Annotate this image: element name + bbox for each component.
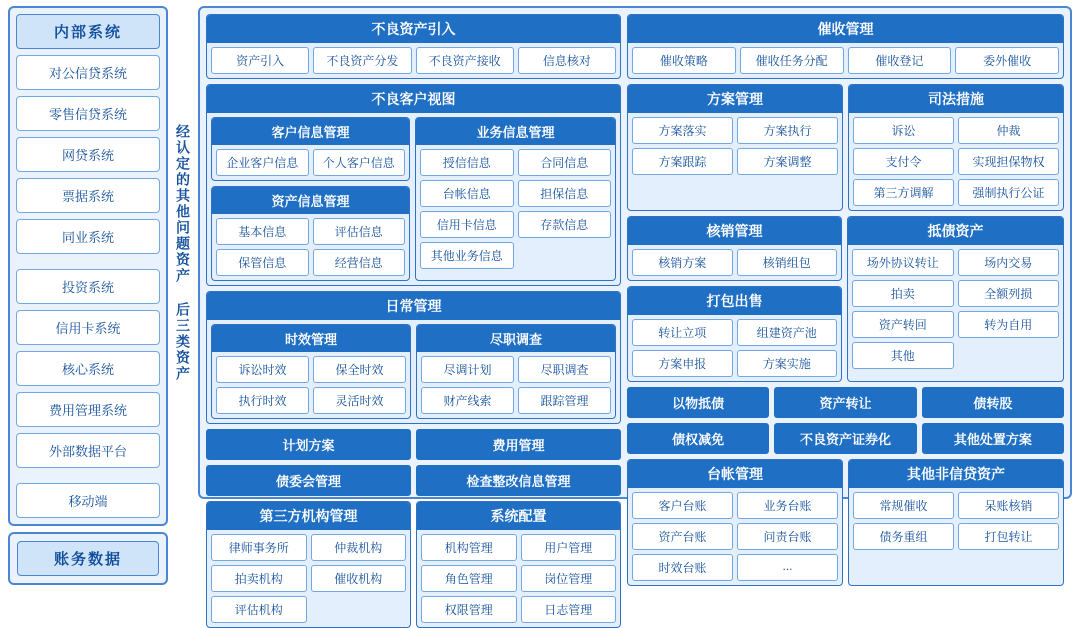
debt-assets-block [847, 216, 1064, 382]
debt-assets-item[interactable]: 场外协议转让 [852, 249, 954, 276]
customer-view-block [206, 84, 621, 286]
ledger-item[interactable]: 业务台账 [737, 492, 838, 519]
daily-management-title: 日常管理 [207, 292, 620, 320]
collection-item[interactable]: 催收策略 [632, 47, 736, 74]
judicial-block [848, 84, 1064, 211]
business-info-item[interactable]: 担保信息 [518, 180, 612, 207]
timeliness-items [212, 352, 410, 418]
due-diligence-item[interactable]: 财产线索 [421, 387, 514, 414]
asset-info-item[interactable]: 保管信息 [216, 249, 309, 276]
sidebar-item-credit-card[interactable]: 信用卡系统 [16, 310, 160, 345]
ledger-item[interactable]: 问责台账 [737, 523, 838, 550]
timeliness-block [211, 324, 411, 419]
writeoff-package-column [627, 216, 842, 382]
ledger-item[interactable]: 时效台账 [632, 554, 733, 581]
timeliness-item[interactable]: 灵活时效 [313, 387, 406, 414]
disposal-banners-row [627, 387, 1064, 454]
scheme-items [628, 113, 842, 179]
sidebar-item-interbank[interactable]: 同业系统 [16, 219, 160, 254]
scheme-item[interactable]: 方案落实 [632, 117, 733, 144]
package-sale-item[interactable]: 方案申报 [632, 350, 733, 377]
accounting-data-panel [8, 532, 168, 585]
plan-scheme-banner[interactable]: 计划方案 [206, 429, 411, 460]
third-party-item[interactable]: 仲裁机构 [311, 534, 407, 561]
sidebar-item-corporate-credit[interactable]: 对公信贷系统 [16, 55, 160, 90]
debt-assets-item[interactable]: 全额列损 [958, 280, 1060, 307]
package-sale-block [627, 286, 842, 382]
package-sale-title: 打包出售 [628, 287, 841, 315]
sidebar-item-mobile[interactable]: 移动端 [16, 483, 160, 518]
creditor-committee-banner[interactable]: 债委会管理 [206, 465, 411, 496]
debt-assets-item[interactable]: 场内交易 [958, 249, 1060, 276]
customer-info-items [212, 145, 409, 180]
third-party-item[interactable]: 催收机构 [311, 565, 407, 592]
collection-item[interactable]: 催收登记 [848, 47, 952, 74]
asset-transfer-banner[interactable]: 资产转让 [774, 387, 916, 418]
ledger-item-more[interactable]: ... [737, 554, 838, 581]
scheme-title: 方案管理 [628, 85, 842, 113]
judicial-items [849, 113, 1063, 210]
intro-item[interactable]: 资产引入 [211, 47, 309, 74]
customer-info-title: 客户信息管理 [212, 118, 409, 145]
due-diligence-items [417, 352, 615, 418]
column-left [206, 14, 621, 617]
judicial-item[interactable]: 第三方调解 [853, 179, 954, 206]
system-config-items [417, 530, 620, 627]
asset-info-item[interactable]: 评估信息 [313, 218, 406, 245]
debt-assets-item[interactable]: 拍卖 [852, 280, 954, 307]
left-column [8, 6, 168, 568]
customer-info-block [211, 117, 410, 181]
asset-info-item[interactable]: 基本信息 [216, 218, 309, 245]
business-info-item[interactable]: 存款信息 [518, 211, 612, 238]
sidebar-item-external-data[interactable]: 外部数据平台 [16, 433, 160, 468]
sidebar-item-bill[interactable]: 票据系统 [16, 178, 160, 213]
ledger-items [628, 488, 842, 585]
timeliness-item[interactable]: 执行时效 [216, 387, 309, 414]
plan-fee-row [206, 429, 621, 496]
banner-col-2 [774, 387, 916, 454]
sidebar-item-online-loan[interactable]: 网贷系统 [16, 137, 160, 172]
writeoff-title: 核销管理 [628, 217, 841, 245]
column-right [627, 14, 1064, 575]
sidebar-item-retail-credit[interactable]: 零售信贷系统 [16, 96, 160, 131]
daily-management-block [206, 291, 621, 424]
collection-item[interactable]: 委外催收 [955, 47, 1059, 74]
due-diligence-title: 尽职调查 [417, 325, 615, 352]
fee-column [416, 429, 621, 496]
package-sale-item[interactable]: 组建资产池 [737, 319, 838, 346]
plan-column [206, 429, 411, 496]
customer-view-body [207, 113, 620, 285]
scheme-item[interactable]: 方案跟踪 [632, 148, 733, 175]
intro-item[interactable]: 信息核对 [518, 47, 616, 74]
other-noncredit-item[interactable]: 打包转让 [958, 523, 1059, 550]
other-noncredit-block [848, 459, 1064, 586]
third-party-item[interactable]: 律师事务所 [211, 534, 307, 561]
package-sale-items [628, 315, 841, 381]
business-info-item[interactable]: 合同信息 [518, 149, 612, 176]
system-config-item[interactable]: 日志管理 [521, 596, 617, 623]
debt-assets-items [848, 245, 1063, 373]
debt-assets-title: 抵债资产 [848, 217, 1063, 245]
judicial-item[interactable]: 强制执行公证 [958, 179, 1059, 206]
writeoff-items [628, 245, 841, 280]
timeliness-item[interactable]: 诉讼时效 [216, 356, 309, 383]
ledger-item[interactable]: 资产台账 [632, 523, 733, 550]
customer-view-left-stack [211, 117, 410, 281]
banner-col-1 [627, 387, 769, 454]
asset-info-title: 资产信息管理 [212, 187, 409, 214]
debt-assets-item[interactable]: 其他 [852, 342, 954, 369]
spacer [16, 474, 160, 477]
judicial-item[interactable]: 实现担保物权 [958, 148, 1059, 175]
sidebar-item-core[interactable]: 核心系统 [16, 351, 160, 386]
business-info-items [416, 145, 615, 273]
business-info-item[interactable]: 授信信息 [420, 149, 514, 176]
collection-title: 催收管理 [628, 15, 1063, 43]
customer-info-item[interactable]: 个人客户信息 [313, 149, 406, 176]
system-config-item[interactable]: 角色管理 [421, 565, 517, 592]
internal-systems-panel [8, 6, 168, 526]
judicial-item[interactable]: 诉讼 [853, 117, 954, 144]
system-config-item[interactable]: 机构管理 [421, 534, 517, 561]
daily-management-body [207, 320, 620, 423]
system-config-title: 系统配置 [417, 502, 620, 530]
asset-info-block [211, 186, 410, 281]
asset-info-item[interactable]: 经营信息 [313, 249, 406, 276]
sidebar-item-expense[interactable]: 费用管理系统 [16, 392, 160, 427]
collection-item[interactable]: 催收任务分配 [740, 47, 844, 74]
accounting-data-title: 账务数据 [17, 541, 159, 576]
due-diligence-block [416, 324, 616, 419]
judicial-item[interactable]: 支付令 [853, 148, 954, 175]
writeoff-item[interactable]: 核销方案 [632, 249, 733, 276]
other-disposal-banner[interactable]: 其他处置方案 [922, 423, 1064, 454]
fee-management-banner[interactable]: 费用管理 [416, 429, 621, 460]
ledger-block [627, 459, 843, 586]
asset-info-items [212, 214, 409, 280]
timeliness-item[interactable]: 保全时效 [313, 356, 406, 383]
judicial-item[interactable]: 仲裁 [958, 117, 1059, 144]
scheme-item[interactable]: 方案执行 [737, 117, 838, 144]
system-config-item[interactable]: 用户管理 [521, 534, 617, 561]
debt-assets-item[interactable]: 资产转回 [852, 311, 954, 338]
intro-block [206, 14, 621, 79]
sidebar-item-investment[interactable]: 投资系统 [16, 269, 160, 304]
scheme-judicial-row [627, 84, 1064, 211]
writeoff-item[interactable]: 核销组包 [737, 249, 838, 276]
other-noncredit-item[interactable]: 常规催收 [853, 492, 954, 519]
repayment-in-kind-banner[interactable]: 以物抵债 [627, 387, 769, 418]
intro-title: 不良资产引入 [207, 15, 620, 43]
spacer [16, 260, 160, 263]
banner-col-3 [922, 387, 1064, 454]
third-party-items [207, 530, 410, 627]
system-config-block [416, 501, 621, 628]
collection-block [627, 14, 1064, 79]
system-config-item[interactable]: 岗位管理 [521, 565, 617, 592]
timeliness-title: 时效管理 [212, 325, 410, 352]
inspection-rectification-banner[interactable]: 检查整改信息管理 [416, 465, 621, 496]
intro-item[interactable]: 不良资产接收 [416, 47, 514, 74]
scheme-block [627, 84, 843, 211]
third-party-item[interactable]: 拍卖机构 [211, 565, 307, 592]
other-noncredit-title: 其他非信贷资产 [849, 460, 1063, 488]
third-party-item[interactable]: 评估机构 [211, 596, 307, 623]
ledger-other-row [627, 459, 1064, 586]
vertical-axis-label-text: 经认定的其他问题资产 后三类资产 [175, 123, 191, 382]
customer-view-title: 不良客户视图 [207, 85, 620, 113]
other-noncredit-item[interactable]: 呆账核销 [958, 492, 1059, 519]
package-sale-item[interactable]: 转让立项 [632, 319, 733, 346]
other-noncredit-item[interactable]: 债务重组 [853, 523, 954, 550]
debt-assets-item[interactable]: 转为自用 [958, 311, 1060, 338]
business-info-item[interactable]: 信用卡信息 [420, 211, 514, 238]
customer-info-item[interactable]: 企业客户信息 [216, 149, 309, 176]
business-info-item-other[interactable]: 其他业务信息 [420, 242, 514, 269]
internal-systems-title: 内部系统 [16, 14, 160, 49]
system-config-item[interactable]: 权限管理 [421, 596, 517, 623]
business-info-block [415, 117, 616, 281]
business-info-title: 业务信息管理 [416, 118, 615, 145]
debt-reduction-banner[interactable]: 债权减免 [627, 423, 769, 454]
writeoff-debtassets-row [627, 216, 1064, 382]
intro-item[interactable]: 不良资产分发 [313, 47, 411, 74]
debt-to-equity-banner[interactable]: 债转股 [922, 387, 1064, 418]
ledger-title: 台帐管理 [628, 460, 842, 488]
package-sale-item[interactable]: 方案实施 [737, 350, 838, 377]
npl-securitization-banner[interactable]: 不良资产证券化 [774, 423, 916, 454]
ledger-item[interactable]: 客户台账 [632, 492, 733, 519]
other-noncredit-items [849, 488, 1063, 554]
due-diligence-item[interactable]: 尽职调查 [518, 356, 611, 383]
judicial-title: 司法措施 [849, 85, 1063, 113]
main-diagram-panel [198, 6, 1072, 617]
third-party-block [206, 501, 411, 628]
writeoff-block [627, 216, 842, 281]
intro-items [207, 43, 620, 78]
third-party-title: 第三方机构管理 [207, 502, 410, 530]
third-party-sysconfig-row [206, 501, 621, 628]
business-info-item[interactable]: 台帐信息 [420, 180, 514, 207]
scheme-item[interactable]: 方案调整 [737, 148, 838, 175]
vertical-axis-label [168, 6, 198, 499]
due-diligence-item[interactable]: 尽调计划 [421, 356, 514, 383]
due-diligence-item[interactable]: 跟踪管理 [518, 387, 611, 414]
collection-items [628, 43, 1063, 78]
